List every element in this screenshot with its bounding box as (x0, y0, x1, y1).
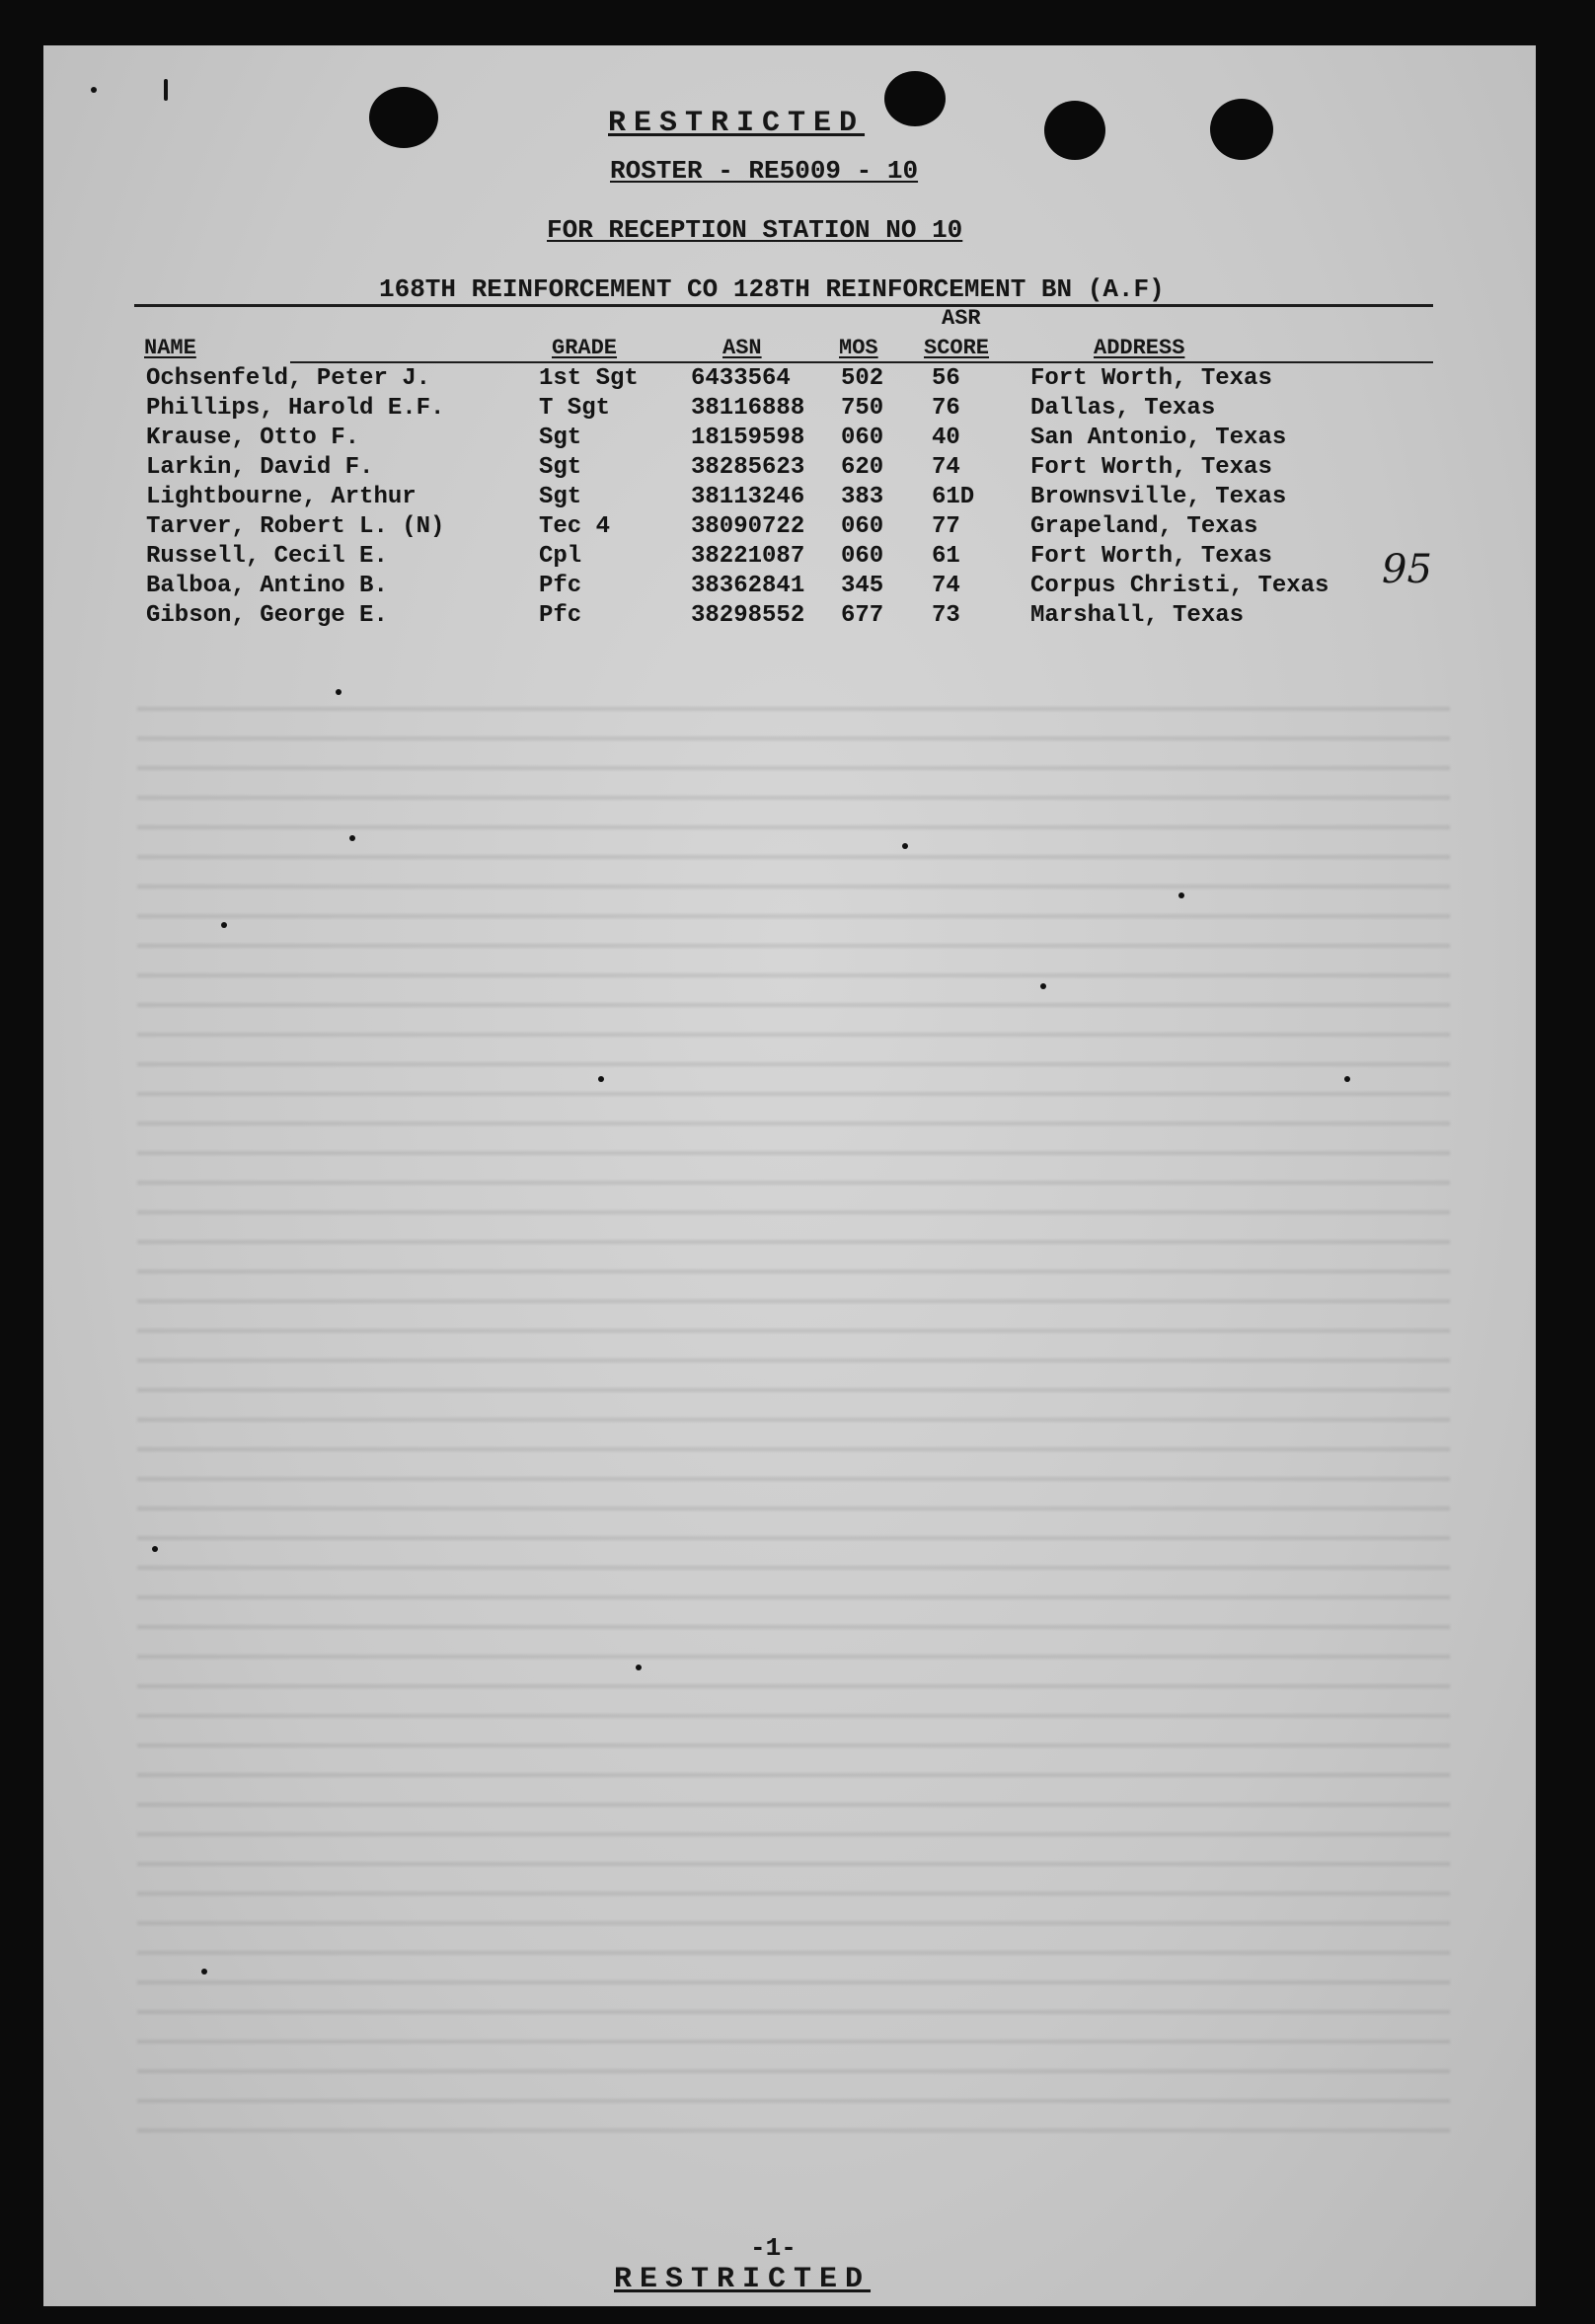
row-grade: Sgt (539, 454, 582, 481)
ink-speck (91, 87, 97, 93)
punch-hole (1044, 101, 1105, 160)
header-rule (134, 304, 1433, 307)
row-mos: 383 (841, 484, 884, 510)
ink-speck (336, 689, 342, 695)
page-number: -1- (750, 2233, 797, 2263)
row-asn: 38362841 (691, 573, 805, 599)
ink-speck (1178, 892, 1184, 898)
row-asn: 38298552 (691, 602, 805, 629)
row-address: Brownsville, Texas (1030, 484, 1287, 510)
row-asn: 38221087 (691, 543, 805, 570)
row-name: Gibson, George E. (146, 602, 388, 629)
unit-title: 168TH REINFORCEMENT CO 128TH REINFORCEMENT BN (A.F) (379, 274, 1165, 304)
row-asr-score: 61 (932, 543, 960, 570)
row-grade: Pfc (539, 602, 582, 629)
row-asr-score: 40 (932, 425, 960, 451)
row-asr-score: 74 (932, 573, 960, 599)
row-address: Dallas, Texas (1030, 395, 1216, 422)
ink-speck (349, 835, 355, 841)
bleed-through-text (137, 697, 1450, 2148)
classification-bottom: RESTRICTED (614, 2263, 872, 2296)
ink-speck (221, 922, 227, 928)
ink-speck (1344, 1076, 1350, 1082)
row-asr-score: 77 (932, 513, 960, 540)
col-grade: GRADE (552, 336, 618, 360)
punch-hole (369, 87, 438, 148)
row-asr-score: 76 (932, 395, 960, 422)
col-address: ADDRESS (1094, 336, 1185, 360)
ink-speck (1040, 983, 1046, 989)
row-asr-score: 74 (932, 454, 960, 481)
col-asn: ASN (722, 336, 762, 360)
column-rule (290, 361, 1433, 363)
ink-speck (164, 79, 168, 101)
col-asr-line2: SCORE (924, 336, 990, 360)
row-mos: 502 (841, 365, 884, 392)
col-mos: MOS (839, 336, 878, 360)
row-name: Phillips, Harold E.F. (146, 395, 445, 422)
station-title: FOR RECEPTION STATION NO 10 (547, 215, 963, 245)
row-address: Fort Worth, Texas (1030, 365, 1272, 392)
row-mos: 677 (841, 602, 884, 629)
row-grade: Sgt (539, 425, 582, 451)
document-page (43, 45, 1536, 2306)
row-grade: Pfc (539, 573, 582, 599)
row-name: Balboa, Antino B. (146, 573, 388, 599)
row-address: San Antonio, Texas (1030, 425, 1287, 451)
row-address: Grapeland, Texas (1030, 513, 1258, 540)
row-grade: Tec 4 (539, 513, 611, 540)
ink-speck (902, 843, 908, 849)
row-address: Marshall, Texas (1030, 602, 1245, 629)
punch-hole (884, 71, 946, 126)
ink-speck (152, 1546, 158, 1552)
row-mos: 060 (841, 425, 884, 451)
row-asn: 38285623 (691, 454, 805, 481)
row-asr-score: 73 (932, 602, 960, 629)
row-name: Larkin, David F. (146, 454, 374, 481)
row-asr-score: 56 (932, 365, 960, 392)
ink-speck (201, 1969, 207, 1975)
col-name: NAME (144, 336, 196, 360)
row-grade: T Sgt (539, 395, 611, 422)
row-name: Krause, Otto F. (146, 425, 360, 451)
ink-speck (598, 1076, 604, 1082)
row-address: Fort Worth, Texas (1030, 543, 1272, 570)
row-name: Ochsenfeld, Peter J. (146, 365, 431, 392)
row-asn: 38090722 (691, 513, 805, 540)
row-mos: 750 (841, 395, 884, 422)
row-mos: 620 (841, 454, 884, 481)
row-address: Corpus Christi, Texas (1030, 573, 1329, 599)
row-mos: 345 (841, 573, 884, 599)
row-asn: 6433564 (691, 365, 791, 392)
row-name: Russell, Cecil E. (146, 543, 388, 570)
row-asn: 38113246 (691, 484, 805, 510)
ink-speck (636, 1665, 642, 1670)
row-asn: 38116888 (691, 395, 805, 422)
handwritten-margin-note: 95 (1382, 547, 1432, 592)
punch-hole (1210, 99, 1273, 160)
row-asr-score: 61D (932, 484, 975, 510)
row-mos: 060 (841, 513, 884, 540)
row-mos: 060 (841, 543, 884, 570)
roster-number: ROSTER - RE5009 - 10 (610, 156, 919, 186)
row-asn: 18159598 (691, 425, 805, 451)
row-address: Fort Worth, Texas (1030, 454, 1272, 481)
row-grade: 1st Sgt (539, 365, 639, 392)
classification-top: RESTRICTED (608, 107, 866, 140)
row-grade: Sgt (539, 484, 582, 510)
row-name: Tarver, Robert L. (N) (146, 513, 445, 540)
row-name: Lightbourne, Arthur (146, 484, 417, 510)
row-grade: Cpl (539, 543, 582, 570)
col-asr-line1: ASR (942, 306, 981, 331)
